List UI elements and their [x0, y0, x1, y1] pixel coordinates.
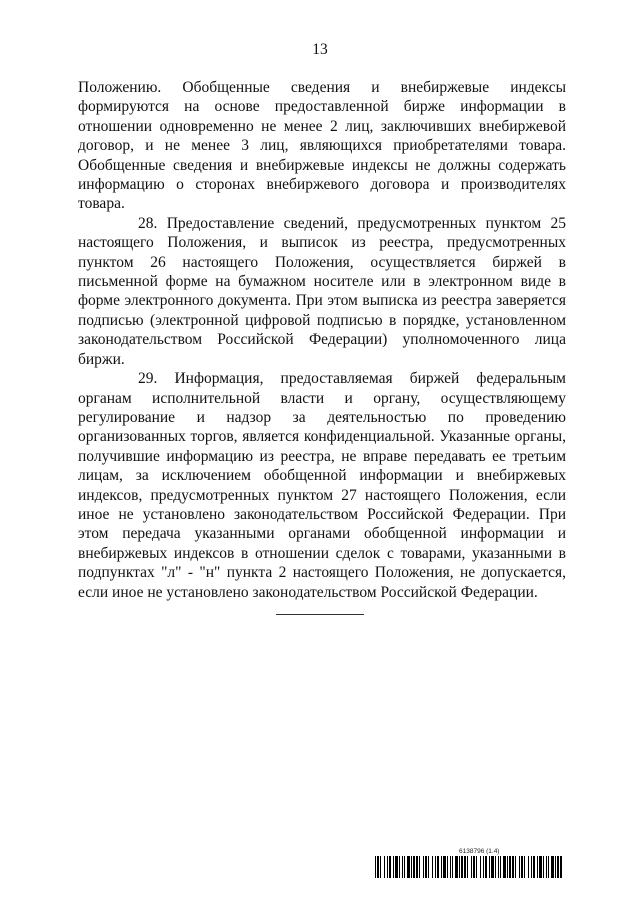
separator-line	[276, 614, 364, 615]
paragraph-continuation: Положению. Обобщенные сведения и внебиржевые индексы формируются на основе предоставленной бирже информации в отношении одновременно не менее 2 лиц, заключивших внебиржевой договор, и не менее 3 лиц, являющихся приобретателями товара. Обобщенные сведения и внебиржевые индексы не должны содержать информацию о сторонах внебиржевого договора и производителях товара.	[78, 79, 566, 213]
page-number: 13	[312, 41, 328, 58]
barcode-bar	[560, 856, 562, 878]
paragraph-28: 28. Предоставление сведений, предусмотренных пунктом 25 настоящего Положения, и выписок из реестра, предусмотренных пунктом 26 настоящего Положения, осуществляется биржей в письменной форме на бумажном носителе или в электронном виде в форме электронного документа. При этом выписка из реестра заверяется подписью (электронной цифровой подписью в порядке, установленном законодательством Российской Федерации) уполномоченного лица биржи.	[78, 214, 566, 368]
document-code: 6138796 (1.4)	[459, 848, 500, 855]
document-body	[78, 78, 566, 602]
paragraph-29: 29. Информация, предоставляемая биржей федеральным органам исполнительной власти и органу, осуществляющему регулирование и надзор за деятельностью по проведению организованных торгов, является конфиденциальной. Указанные органы, получившие информацию из реестра, не вправе передавать ее третьим лицам, за исключением обобщенной информации и внебиржевых индексов, предусмотренных пунктом 27 настоящего Положения, если иное не установлено законодательством Российской Федерации. При этом передача указанными органами обобщенной информации и внебиржевых индексов в отношении сделок с товарами, указанными в подпунктах "л" - "н" пункта 2 настоящего Положения, не допускается, если иное не установлено законодательством Российской Федерации.	[78, 370, 566, 601]
barcode	[375, 856, 563, 878]
